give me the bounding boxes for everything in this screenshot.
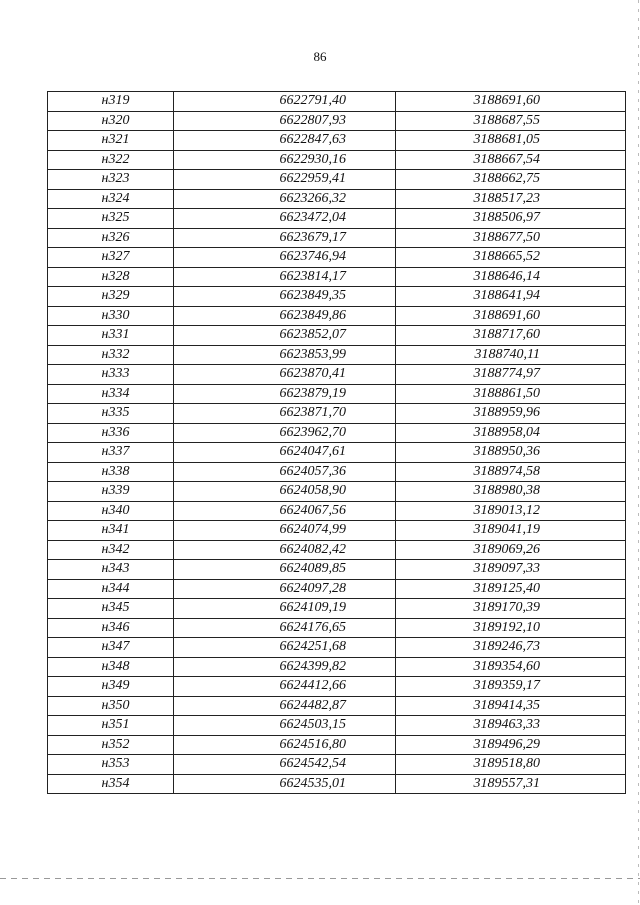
y-coordinate-cell: 3189518,80 <box>396 755 626 775</box>
table-row <box>48 111 626 131</box>
x-coordinate-cell: 6624516,80 <box>174 735 396 755</box>
point-id-cell: н336 <box>48 423 174 443</box>
point-id-cell: н345 <box>48 599 174 619</box>
x-coordinate-cell: 6624047,61 <box>174 443 396 463</box>
point-id-cell: н354 <box>48 774 174 794</box>
y-coordinate-cell: 3189496,29 <box>396 735 626 755</box>
y-coordinate-cell: 3188691,60 <box>396 306 626 326</box>
y-coordinate-cell: 3188861,50 <box>396 384 626 404</box>
x-coordinate-cell: 6622959,41 <box>174 170 396 190</box>
y-coordinate-cell: 3188958,04 <box>396 423 626 443</box>
point-id-cell: н347 <box>48 638 174 658</box>
x-coordinate-cell: 6624535,01 <box>174 774 396 794</box>
point-id-cell: н344 <box>48 579 174 599</box>
y-coordinate-cell: 3189557,31 <box>396 774 626 794</box>
x-coordinate-cell: 6623870,41 <box>174 365 396 385</box>
y-coordinate-cell: 3188974,58 <box>396 462 626 482</box>
point-id-cell: н329 <box>48 287 174 307</box>
x-coordinate-cell: 6624251,68 <box>174 638 396 658</box>
table-row <box>48 716 626 736</box>
point-id-cell: н322 <box>48 150 174 170</box>
point-id-cell: н343 <box>48 560 174 580</box>
point-id-cell: н340 <box>48 501 174 521</box>
y-coordinate-cell: 3188691,60 <box>396 92 626 112</box>
x-coordinate-cell: 6623849,35 <box>174 287 396 307</box>
x-coordinate-cell: 6624074,99 <box>174 521 396 541</box>
table-row <box>48 501 626 521</box>
point-id-cell: н328 <box>48 267 174 287</box>
point-id-cell: н338 <box>48 462 174 482</box>
page-number: 86 <box>313 49 327 64</box>
x-coordinate-cell: 6623814,17 <box>174 267 396 287</box>
x-coordinate-cell: 6623472,04 <box>174 209 396 229</box>
y-coordinate-cell: 3189354,60 <box>396 657 626 677</box>
point-id-cell: н339 <box>48 482 174 502</box>
table-row <box>48 774 626 794</box>
table-row <box>48 696 626 716</box>
table-row <box>48 345 626 365</box>
y-coordinate-cell: 3188950,36 <box>396 443 626 463</box>
point-id-cell: н330 <box>48 306 174 326</box>
table-row <box>48 677 626 697</box>
table-row <box>48 755 626 775</box>
table-row <box>48 404 626 424</box>
x-coordinate-cell: 6622807,93 <box>174 111 396 131</box>
table-row <box>48 638 626 658</box>
table-row <box>48 365 626 385</box>
table-row <box>48 482 626 502</box>
y-coordinate-cell: 3189041,19 <box>396 521 626 541</box>
y-coordinate-cell: 3189069,26 <box>396 540 626 560</box>
table-row <box>48 287 626 307</box>
y-coordinate-cell: 3188506,97 <box>396 209 626 229</box>
point-id-cell: н349 <box>48 677 174 697</box>
y-coordinate-cell: 3188717,60 <box>396 326 626 346</box>
coordinates-table-body <box>48 92 626 794</box>
y-coordinate-cell: 3189192,10 <box>396 618 626 638</box>
x-coordinate-cell: 6622847,63 <box>174 131 396 151</box>
x-coordinate-cell: 6623853,99 <box>174 345 396 365</box>
point-id-cell: н350 <box>48 696 174 716</box>
point-id-cell: н341 <box>48 521 174 541</box>
y-coordinate-cell: 3188681,05 <box>396 131 626 151</box>
point-id-cell: н351 <box>48 716 174 736</box>
x-coordinate-cell: 6623746,94 <box>174 248 396 268</box>
y-coordinate-cell: 3188687,55 <box>396 111 626 131</box>
x-coordinate-cell: 6622930,16 <box>174 150 396 170</box>
x-coordinate-cell: 6622791,40 <box>174 92 396 112</box>
table-row <box>48 579 626 599</box>
x-coordinate-cell: 6623679,17 <box>174 228 396 248</box>
x-coordinate-cell: 6624067,56 <box>174 501 396 521</box>
point-id-cell: н332 <box>48 345 174 365</box>
x-coordinate-cell: 6623266,32 <box>174 189 396 209</box>
coordinates-table <box>47 91 626 794</box>
table-row <box>48 170 626 190</box>
table-row <box>48 209 626 229</box>
point-id-cell: н352 <box>48 735 174 755</box>
scan-bottom-dashes <box>0 878 640 879</box>
x-coordinate-cell: 6623962,70 <box>174 423 396 443</box>
point-id-cell: н323 <box>48 170 174 190</box>
y-coordinate-cell: 3189170,39 <box>396 599 626 619</box>
x-coordinate-cell: 6623849,86 <box>174 306 396 326</box>
y-coordinate-cell: 3188517,23 <box>396 189 626 209</box>
table-row <box>48 560 626 580</box>
x-coordinate-cell: 6624503,15 <box>174 716 396 736</box>
table-row <box>48 228 626 248</box>
table-row <box>48 92 626 112</box>
x-coordinate-cell: 6624412,66 <box>174 677 396 697</box>
x-coordinate-cell: 6624176,65 <box>174 618 396 638</box>
point-id-cell: н333 <box>48 365 174 385</box>
y-coordinate-cell: 3188665,52 <box>396 248 626 268</box>
x-coordinate-cell: 6624482,87 <box>174 696 396 716</box>
x-coordinate-cell: 6623879,19 <box>174 384 396 404</box>
point-id-cell: н346 <box>48 618 174 638</box>
point-id-cell: н335 <box>48 404 174 424</box>
point-id-cell: н320 <box>48 111 174 131</box>
y-coordinate-cell: 3189463,33 <box>396 716 626 736</box>
y-coordinate-cell: 3189013,12 <box>396 501 626 521</box>
table-row <box>48 657 626 677</box>
table-row <box>48 384 626 404</box>
table-row <box>48 150 626 170</box>
y-coordinate-cell: 3188641,94 <box>396 287 626 307</box>
x-coordinate-cell: 6624058,90 <box>174 482 396 502</box>
y-coordinate-cell: 3189125,40 <box>396 579 626 599</box>
table-row <box>48 599 626 619</box>
y-coordinate-cell: 3188980,38 <box>396 482 626 502</box>
point-id-cell: н348 <box>48 657 174 677</box>
y-coordinate-cell: 3189414,35 <box>396 696 626 716</box>
y-coordinate-cell: 3188662,75 <box>396 170 626 190</box>
x-coordinate-cell: 6624057,36 <box>174 462 396 482</box>
x-coordinate-cell: 6624542,54 <box>174 755 396 775</box>
table-row <box>48 735 626 755</box>
y-coordinate-cell: 3188667,54 <box>396 150 626 170</box>
x-coordinate-cell: 6624082,42 <box>174 540 396 560</box>
table-row <box>48 423 626 443</box>
y-coordinate-cell: 3188774,97 <box>396 365 626 385</box>
x-coordinate-cell: 6624109,19 <box>174 599 396 619</box>
table-row <box>48 131 626 151</box>
table-row <box>48 462 626 482</box>
y-coordinate-cell: 3188740,11 <box>396 345 626 365</box>
point-id-cell: н334 <box>48 384 174 404</box>
table-row <box>48 248 626 268</box>
x-coordinate-cell: 6623852,07 <box>174 326 396 346</box>
y-coordinate-cell: 3188677,50 <box>396 228 626 248</box>
scan-edge-line <box>638 0 639 905</box>
table-row <box>48 618 626 638</box>
table-row <box>48 521 626 541</box>
point-id-cell: н337 <box>48 443 174 463</box>
y-coordinate-cell: 3189097,33 <box>396 560 626 580</box>
table-row <box>48 540 626 560</box>
point-id-cell: н342 <box>48 540 174 560</box>
point-id-cell: н327 <box>48 248 174 268</box>
table-row <box>48 306 626 326</box>
table-row <box>48 326 626 346</box>
table-row <box>48 189 626 209</box>
y-coordinate-cell: 3188646,14 <box>396 267 626 287</box>
point-id-cell: н326 <box>48 228 174 248</box>
table-row <box>48 267 626 287</box>
point-id-cell: н331 <box>48 326 174 346</box>
point-id-cell: н325 <box>48 209 174 229</box>
point-id-cell: н324 <box>48 189 174 209</box>
x-coordinate-cell: 6624089,85 <box>174 560 396 580</box>
x-coordinate-cell: 6624097,28 <box>174 579 396 599</box>
point-id-cell: н353 <box>48 755 174 775</box>
y-coordinate-cell: 3189246,73 <box>396 638 626 658</box>
y-coordinate-cell: 3189359,17 <box>396 677 626 697</box>
x-coordinate-cell: 6624399,82 <box>174 657 396 677</box>
x-coordinate-cell: 6623871,70 <box>174 404 396 424</box>
point-id-cell: н321 <box>48 131 174 151</box>
table-row <box>48 443 626 463</box>
point-id-cell: н319 <box>48 92 174 112</box>
y-coordinate-cell: 3188959,96 <box>396 404 626 424</box>
